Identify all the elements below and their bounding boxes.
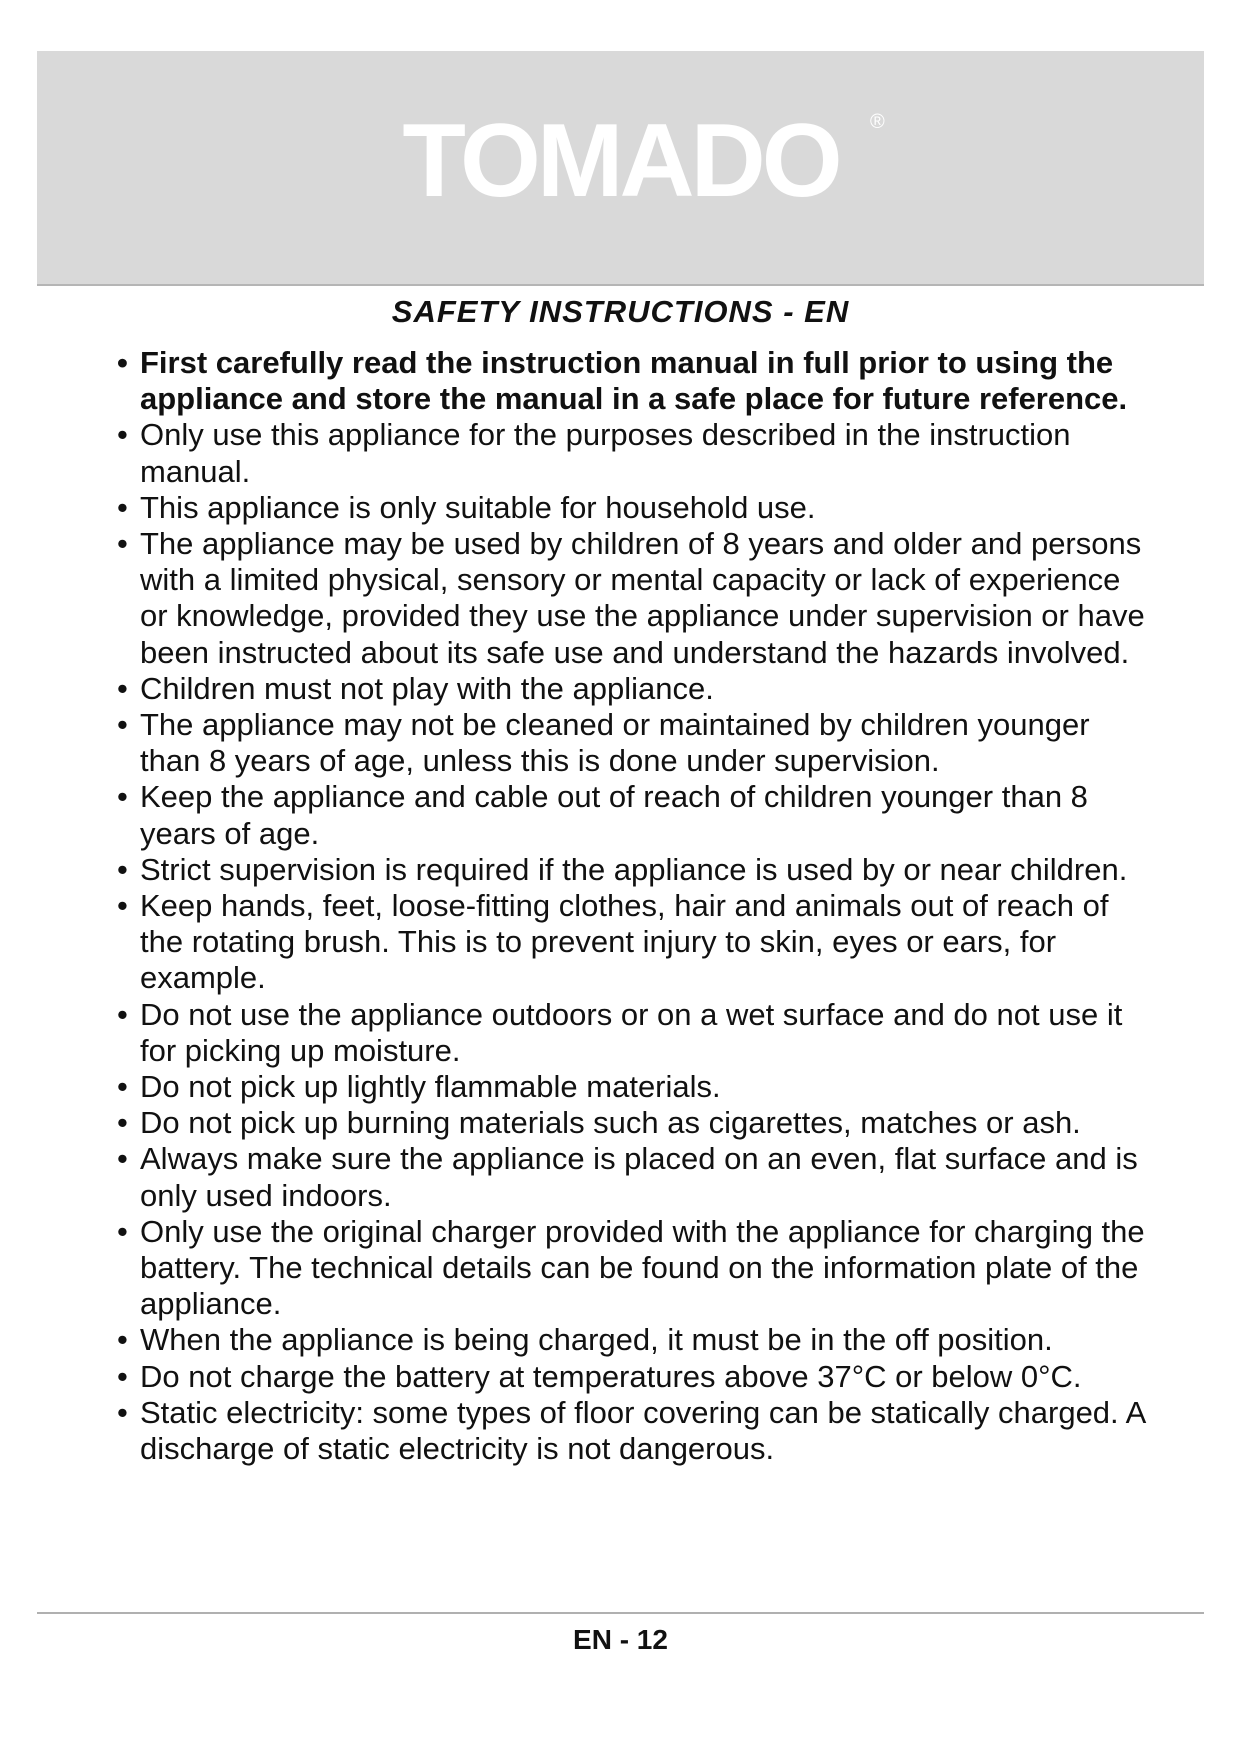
instruction-item: • Static electricity: some types of floor covering can be statically charged. A discharge of static electricity is not dangerous. — [117, 1395, 1147, 1467]
safety-instructions-list — [117, 345, 1147, 1467]
instruction-item: • Keep hands, feet, loose-fitting clothes, hair and animals out of reach of the rotating brush. This is to prevent injury to skin, eyes or ears, for example. — [117, 888, 1147, 997]
brand-logo: TOMADO — [402, 103, 839, 219]
instruction-item: • Only use the original charger provided with the appliance for charging the battery. The technical details can be found on the information plate of the appliance. — [117, 1214, 1147, 1323]
section-title: SAFETY INSTRUCTIONS - EN — [391, 294, 850, 329]
instruction-item: • Do not use the appliance outdoors or on a wet surface and do not use it for picking up moisture. — [117, 997, 1147, 1069]
instruction-item: • The appliance may not be cleaned or maintained by children younger than 8 years of age, unless this is done under supervision. — [117, 707, 1147, 779]
instruction-item: • Always make sure the appliance is placed on an even, flat surface and is only used indoors. — [117, 1141, 1147, 1213]
instruction-item: • Strict supervision is required if the appliance is used by or near children. — [117, 852, 1147, 888]
registered-mark: ® — [870, 111, 885, 133]
instruction-item: • Children must not play with the appliance. — [117, 671, 1147, 707]
page-number: EN - 12 — [573, 1624, 668, 1655]
instruction-item: • The appliance may be used by children of 8 years and older and persons with a limited physical, sensory or mental capacity or lack of experience or knowledge, provided they use the appliance under supervision or have been instructed about its safe use and understand the hazards involved. — [117, 526, 1147, 671]
instruction-item: • Do not pick up lightly flammable materials. — [117, 1069, 1147, 1105]
footer-divider — [37, 1612, 1204, 1614]
header-band — [37, 51, 1204, 286]
instruction-item: • Do not charge the battery at temperatures above 37°C or below 0°C. — [117, 1359, 1147, 1395]
instruction-item: • This appliance is only suitable for household use. — [117, 490, 1147, 526]
instruction-item: • Do not pick up burning materials such as cigarettes, matches or ash. — [117, 1105, 1147, 1141]
instruction-item: • Keep the appliance and cable out of reach of children younger than 8 years of age. — [117, 779, 1147, 851]
instruction-item: • Only use this appliance for the purposes described in the instruction manual. — [117, 417, 1147, 489]
instruction-item: • First carefully read the instruction manual in full prior to using the appliance and store the manual in a safe place for future reference. — [117, 345, 1147, 417]
instruction-item: • When the appliance is being charged, it must be in the off position. — [117, 1322, 1147, 1358]
